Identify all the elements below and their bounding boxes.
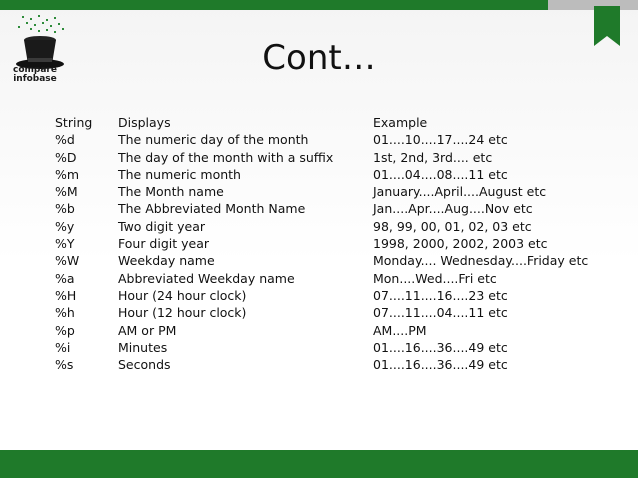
cell-example: 01....16....36....49 etc bbox=[373, 357, 508, 373]
cell-format-string: %m bbox=[55, 166, 80, 182]
cell-displays: Hour (24 hour clock) bbox=[118, 287, 247, 303]
cell-example: Monday.... Wednesday....Friday etc bbox=[373, 253, 589, 269]
slide-title: Cont… bbox=[262, 38, 376, 78]
cell-displays: The numeric day of the month bbox=[118, 132, 309, 148]
cell-example: 07....11....16....23 etc bbox=[373, 287, 508, 303]
header-string: String bbox=[55, 115, 93, 130]
cell-example: 1st, 2nd, 3rd.... etc bbox=[373, 149, 493, 165]
cell-format-string: %W bbox=[55, 253, 80, 269]
cell-displays: Four digit year bbox=[118, 236, 210, 252]
cell-format-string: %Y bbox=[55, 236, 75, 252]
cell-format-string: %s bbox=[55, 357, 74, 373]
header-displays: Displays bbox=[118, 115, 171, 130]
top-accent-bar-gray bbox=[548, 0, 638, 10]
cell-example: 98, 99, 00, 01, 02, 03 etc bbox=[373, 218, 532, 234]
cell-example: Mon....Wed....Fri etc bbox=[373, 270, 497, 286]
cell-format-string: %h bbox=[55, 305, 75, 321]
cell-format-string: %y bbox=[55, 218, 75, 234]
cell-example: 01....16....36....49 etc bbox=[373, 339, 508, 355]
cell-example: Jan....Apr....Aug....Nov etc bbox=[373, 201, 533, 217]
cell-format-string: %p bbox=[55, 322, 75, 338]
cell-displays: Hour (12 hour clock) bbox=[118, 305, 247, 321]
cell-displays: AM or PM bbox=[118, 322, 177, 338]
cell-format-string: %d bbox=[55, 132, 75, 148]
cell-format-string: %a bbox=[55, 270, 75, 286]
cell-displays: Abbreviated Weekday name bbox=[118, 270, 295, 286]
cell-displays: The Month name bbox=[118, 184, 224, 200]
cell-format-string: %b bbox=[55, 201, 75, 217]
cell-format-string: %i bbox=[55, 339, 71, 355]
cell-example: 01....10....17....24 etc bbox=[373, 132, 508, 148]
cell-displays: The day of the month with a suffix bbox=[118, 149, 334, 165]
bottom-accent-bar bbox=[0, 450, 638, 478]
cell-displays: Weekday name bbox=[118, 253, 215, 269]
cell-format-string: %D bbox=[55, 149, 77, 165]
header-example: Example bbox=[373, 115, 428, 130]
cell-displays: The numeric month bbox=[118, 166, 241, 182]
cell-format-string: %H bbox=[55, 287, 77, 303]
logo-line-1: compare bbox=[13, 65, 57, 75]
cell-format-string: %M bbox=[55, 184, 78, 200]
cell-example: 01....04....08....11 etc bbox=[373, 166, 508, 182]
cell-example: AM....PM bbox=[373, 322, 427, 338]
top-accent-bar bbox=[0, 0, 548, 10]
cell-example: 1998, 2000, 2002, 2003 etc bbox=[373, 236, 548, 252]
cell-displays: Minutes bbox=[118, 339, 168, 355]
cell-displays: The Abbreviated Month Name bbox=[118, 201, 306, 217]
cell-example: January....April....August etc bbox=[373, 184, 547, 200]
cell-displays: Two digit year bbox=[118, 218, 205, 234]
cell-displays: Seconds bbox=[118, 357, 171, 373]
logo-line-2: infobase bbox=[13, 74, 57, 84]
cell-example: 07....11....04....11 etc bbox=[373, 305, 508, 321]
